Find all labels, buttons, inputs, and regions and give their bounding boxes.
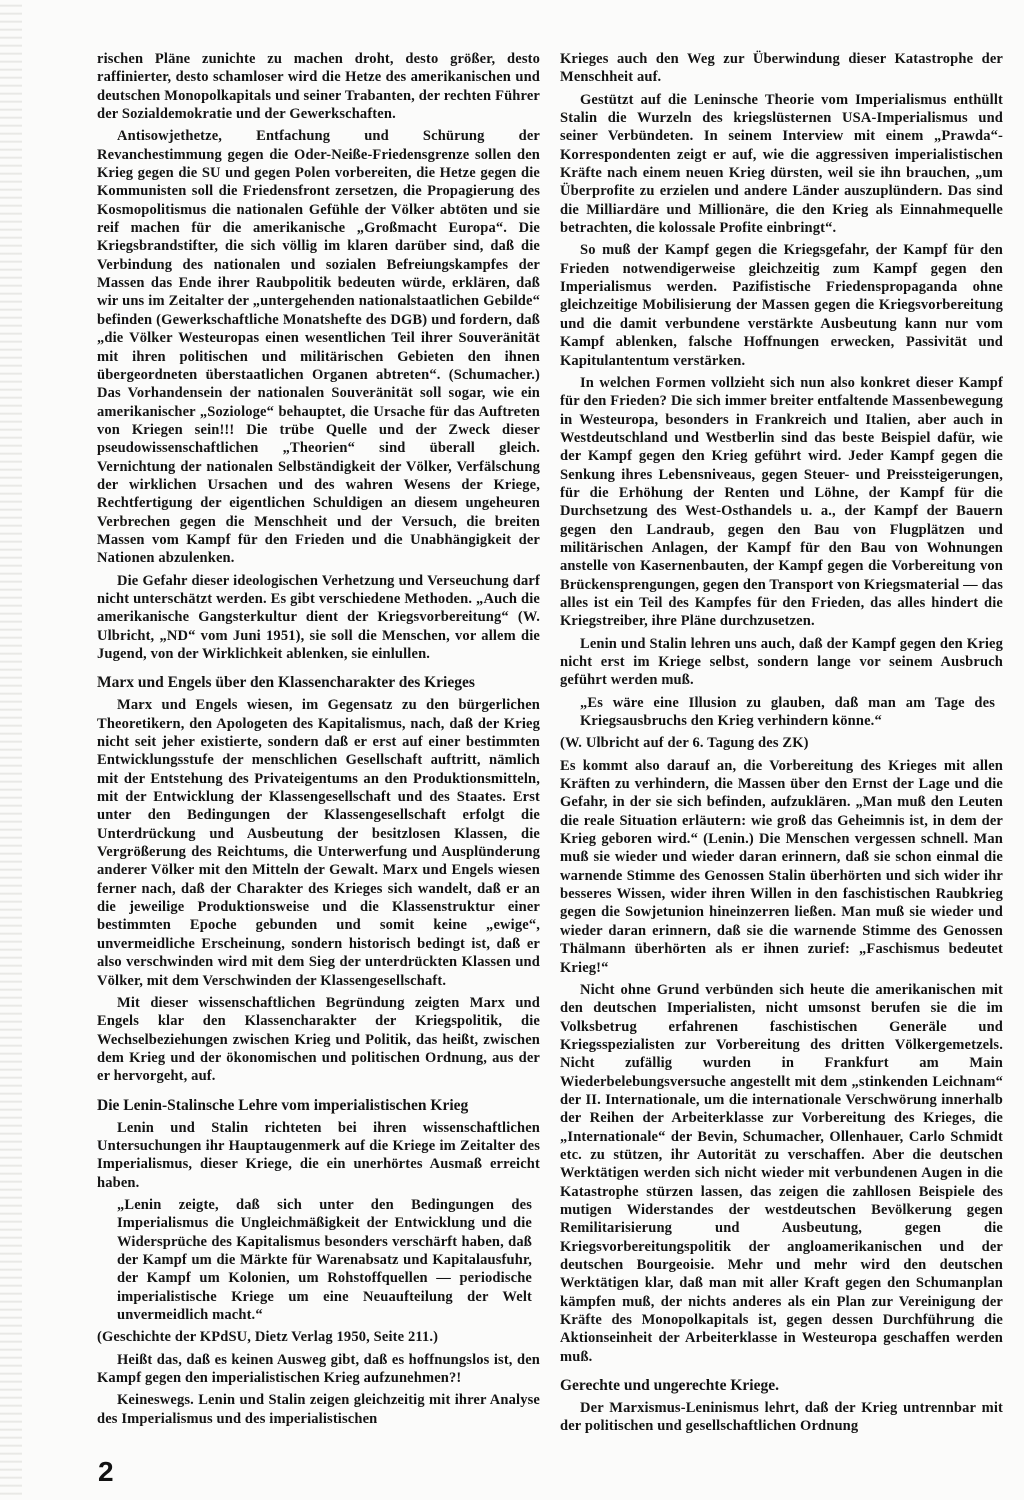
paragraph: Gestützt auf die Leninsche Theorie vom Imperialismus enthüllt Stalin die Wurzeln des kriegslüsternen USA-Imperialismus und seiner Verbündeten. In seinem Interview mit einem „Prawda“-Korrespondenten zeigt er auf, wie die aggressiven imperialistischen Kräfte nach einem neuen Krieg dürsten, weil sie ihn brauchen, „um Überprofite zu erzielen und andere Länder auszuplündern. Das sind die Milliardäre und Millionäre, die den Krieg als Einnahmequelle betrachten, die kolossale Profite einbringt“. [560,91,1003,237]
section-heading: Die Lenin-Stalinsche Lehre vom imperialistischen Krieg [97,1096,469,1114]
paragraph: Antisowjethetze, Entfachung und Schürung der Revanchestimmung gegen die Oder-Neiße-Friedensgrenze sollen den Krieg gegen die SU und gegen Polen vorbereiten, die Hetze gegen die Kommunisten soll die Friedensfront zersetzen, die Propagierung des Kosmopolitismus die nationalen Gefühle der Völker abtöten und sie reif machen für die amerikanische „Großmacht Europa“. Die Kriegsbrandstifter, die sich völlig im klaren darüber sind, daß die Verbindung des nationalen und sozialen Befreiungskampfes der Massen das Ende ihrer Raubpolitik bedeuten würde, erklären, daß wir uns im Zeitalter der „untergehenden nationalstaatlichen Gebilde“ befinden (Gewerkschaftliche Monatshefte des DGB) und fordern, daß „die Völker Westeuropas einen wesentlichen Teil ihrer Souveränität mit ihren politischen und militärischen Gebieten den ihnen übergeordneten überstaatlichen Organen abtreten“. (Schumacher.) Das Vorhandensein der nationalen Souveränität soll sogar, wie ein amerikanischer „Soziologe“ behauptet, die Ursache für das Auftreten von Kriegen sein!!! Die trübe Quelle und der Zweck dieser pseudowissenschaftlichen „Theorien“ sind überall gleich. Vernichtung der nationalen Selbständigkeit der Völker, Verfälschung der wirklichen Ursachen und des wahren Wesens der Kriege, Rechtfertigung der eigentlichen Schuldigen an diesem ungeheuren Verbrechen gegen die Menschheit und der Versuch, die breiten Massen vom Kampf für den Frieden und die Unabhängigkeit der Nationen abzulenken. [97,128,540,567]
quote-source: (Geschichte der KPdSU, Dietz Verlag 1950, Seite 211.) [97,1329,439,1346]
paragraph: In welchen Formen vollzieht sich nun also konkret dieser Kampf für den Frieden? Die sich immer breiter entfaltende Massenbewegung in Westeuropa, besonders in Frankreich und Italien, aber auch in Westdeutschland und Westberlin sind das beste Beispiel dafür, wie der Kampf gegen den Krieg geführt wird. Jeder Kampf gegen die Senkung ihres Lebensniveaus, gegen Steuer- und Preissteigerungen, für die Erhöhung der Renten und Löhne, der Kampf für die Durchsetzung des West-Osthandels u. a., der Kampf der Bauern gegen den Landraub, gegen den Bau von Flugplätzen und militärischen Anlagen, der Kampf für den Bau von Wohnungen anstelle von Kasernenbauten, der Kampf gegen die Vorbereitung von Brückensprengungen, gegen den Transport von Kriegsmaterial — das alles ist ein Teil des Kampfes für den Frieden, das alles hindert die Kriegstreiber, ihre Pläne durchzusetzen. [560,374,1004,630]
paragraph: Nicht ohne Grund verbünden sich heute die amerikanischen mit den deutschen Imperialisten, nicht umsonst berufen sie die im Volksbetrug erfahrenen faschistischen Generäle und Kriegsspezialisten zur Vorbereitung des dritten Völkergemetzels. Nicht zufällig wurden in Frankfurt am Main Wiederbelebungsversuche angestellt mit dem „stinkenden Leichnam“ der II. Internationale, um die internationale Verschwörung innerhalb der Reihen der Arbeiterklasse zur Vorbereitung des Krieges, die „Internationale“ der Bevin, Schumacher, Ollenhauer, Carlo Schmidt etc. zu stützen, ihr Autorität zu verschaffen. Aber die deutschen Werktätigen werden sich nicht wieder mit verbundenen Augen in die Katastrophe stürzen lassen, das zeigen die zahllosen Beispiele des mutigen Widerstandes der westdeutschen Bevölkerung gegen Remilitarisierung und Ausbeutung, gegen die Kriegsvorbereitungspolitik der angloamerikanischen und der deutschen Bourgeoisie. Mehr und mehr wird den deutschen Werktätigen klar, daß man mit aller Kraft gegen den Schumanplan kämpfen muß, der nichts anderes als ein Plan zur Vereinigung der Kräfte des Monopolkapitals ist, gegen dessen Durchführung die Aktionseinheit der Arbeiterklasse in Westeuropa geschaffen werden muß. [560,981,1003,1365]
left-column [97,50,540,1432]
right-column [560,50,1003,1440]
paragraph: Marx und Engels wiesen, im Gegensatz zu den bürgerlichen Theoretikern, den Apologeten des Kapitalismus, nach, daß der Krieg nicht seit jeher existierte, sondern daß er erst auf einer bestimmten Entwicklungsstufe der menschlichen Gesellschaft auftritt, nämlich mit der Entstehung des Privateigentums an den Produktionsmitteln, mit der Entwicklung der Klassengesellschaft und des Staates. Erst unter den Bedingungen der Klassengesellschaft erfolgt die Unterdrückung und Ausbeutung der besitzlosen Klassen, die Vergrößerung des Reichtums, die Unterwerfung und Ausplünderung anderer Völker mit den Mitteln der Gewalt. Marx und Engels wiesen ferner nach, daß der Charakter des Krieges sich wandelt, daß er an die jeweilige Produktionsweise und die Klassenstruktur einer bestimmten Epoche gebunden und somit keine „ewige“, unvermeidliche Erscheinung, sondern historisch bedingt ist, daß er also verschwinden wird mit dem Sieg der unterdrückten Klassen und Völker, mit dem Verschwinden der Klassengesellschaft. [97,697,540,989]
paragraph: rischen Pläne zunichte zu machen droht, desto größer, desto raffinierter, desto schamloser wird die Hetze des amerikanischen und deutschen Monopolkapitals und seiner Trabanten, der rechten Führer der Sozialdemokratie und der Gewerkschaften. [97,51,540,123]
page-edge-scan-artifact [0,0,22,1500]
paragraph: Der Marxismus-Leninismus lehrt, daß der Krieg untrennbar mit der politischen und gesellschaftlichen Ordnung [560,1400,1003,1435]
block-quote [560,694,1003,731]
paragraph: Lenin und Stalin lehren uns auch, daß der Kampf gegen den Krieg nicht erst im Kriege selbst, sondern lange vor seinem Ausbruch geführt werden muß. [560,635,1003,689]
quote-text: „Lenin zeigte, daß sich unter den Bedingungen des Imperialismus die Ungleichmäßigkeit der Entwicklung und die Widersprüche des Kapitalismus besonders verschärft haben, daß der Kampf um die Märkte für Warenabsatz und Kapitalausfuhr, der Kampf um Kolonien, um Rohstoffquellen — periodische imperialistische Kriege um eine Neuaufteilung der Welt unvermeidlich macht.“ [117,1196,532,1323]
section-heading: Marx und Engels über den Klassencharakter des Krieges [97,674,475,692]
paragraph: Lenin und Stalin richteten bei ihren wissenschaftlichen Untersuchungen ihr Hauptaugenmerk auf die Kriege im Zeitalter des Imperialismus, dieser Kriege, die ein unerhörtes Ausmaß erreicht haben. [97,1119,540,1191]
quote-source: (W. Ulbricht auf der 6. Tagung des ZK) [560,735,809,752]
paragraph: Mit dieser wissenschaftlichen Begründung zeigten Marx und Engels klar den Klassencharakter der Kriegspolitik, die Wechselbeziehungen zwischen Krieg und Politik, das heißt, zwischen dem Krieg und der ökonomischen und politischen Ordnung, aus der er hervorgeht, auf. [97,994,540,1085]
paragraph: Es kommt also darauf an, die Vorbereitung des Krieges mit allen Kräften zu verhindern, die Massen über den Ernst der Lage und die Gefahr, in der sie sich befinden, aufzuklären. „Man muß den Leuten die reale Situation erläutern: wie groß das Geheimnis ist, in dem der Krieg geboren wird.“ (Lenin.) Die Menschen vergessen schnell. Man muß sie wieder und wieder daran erinnern, daß sie schon einmal die warnende Stimme des Genossen Stalin überhörten und sich wider ihr besseres Wissen, wider ihren Willen in den faschistischen Raubkrieg gegen die Sowjetunion hineinzerren ließen. Man muß sie wieder und wieder daran erinnern, daß sie die warnende Stimme des Genossen Thälmann überhörten als er ihnen zurief: „Faschismus bedeutet Krieg!“ [560,757,1003,976]
paragraph: So muß der Kampf gegen die Kriegsgefahr, der Kampf für den Frieden notwendigerweise gleichzeitig zum Kampf gegen den Imperialismus werden. Pazifistische Friedenspropaganda ohne gleichzeitige Mobilisierung der Massen gegen die Kriegsvorbereitung und die damit verbundene verstärkte Ausbeutung kann nur vom Kampf ablenken, falsche Hoffnungen erwecken, Passivität und Kapitulantentum verstärken. [560,242,1003,369]
section-heading: Gerechte und ungerechte Kriege. [560,1377,779,1395]
paragraph: Die Gefahr dieser ideologischen Verhetzung und Verseuchung darf nicht unterschätzt werden. Es gibt verschiedene Methoden. „Auch die amerikanische Gangsterkultur dient der Kriegsvorbereitung“ (W. Ulbricht, „ND“ vom Juni 1951), sie soll die Menschen, vor allem die Jugend, von der Wirklichkeit ablenken, sie einlullen. [97,572,540,662]
block-quote [97,1196,540,1324]
quote-text: „Es wäre eine Illusion zu glauben, daß man am Tage des Kriegsausbruchs den Krieg verhindern könne.“ [580,694,995,730]
paragraph: Heißt das, daß es keinen Ausweg gibt, daß es hoffnungslos ist, den Kampf gegen den imperialistischen Krieg aufzunehmen?! [97,1351,540,1387]
paragraph: Keineswegs. Lenin und Stalin zeigen gleichzeitig mit ihrer Analyse des Imperialismus und des imperialistischen [97,1392,540,1427]
paragraph: Krieges auch den Weg zur Überwindung dieser Katastrophe der Menschheit auf. [560,51,1003,86]
page-number: 2 [98,1456,114,1487]
